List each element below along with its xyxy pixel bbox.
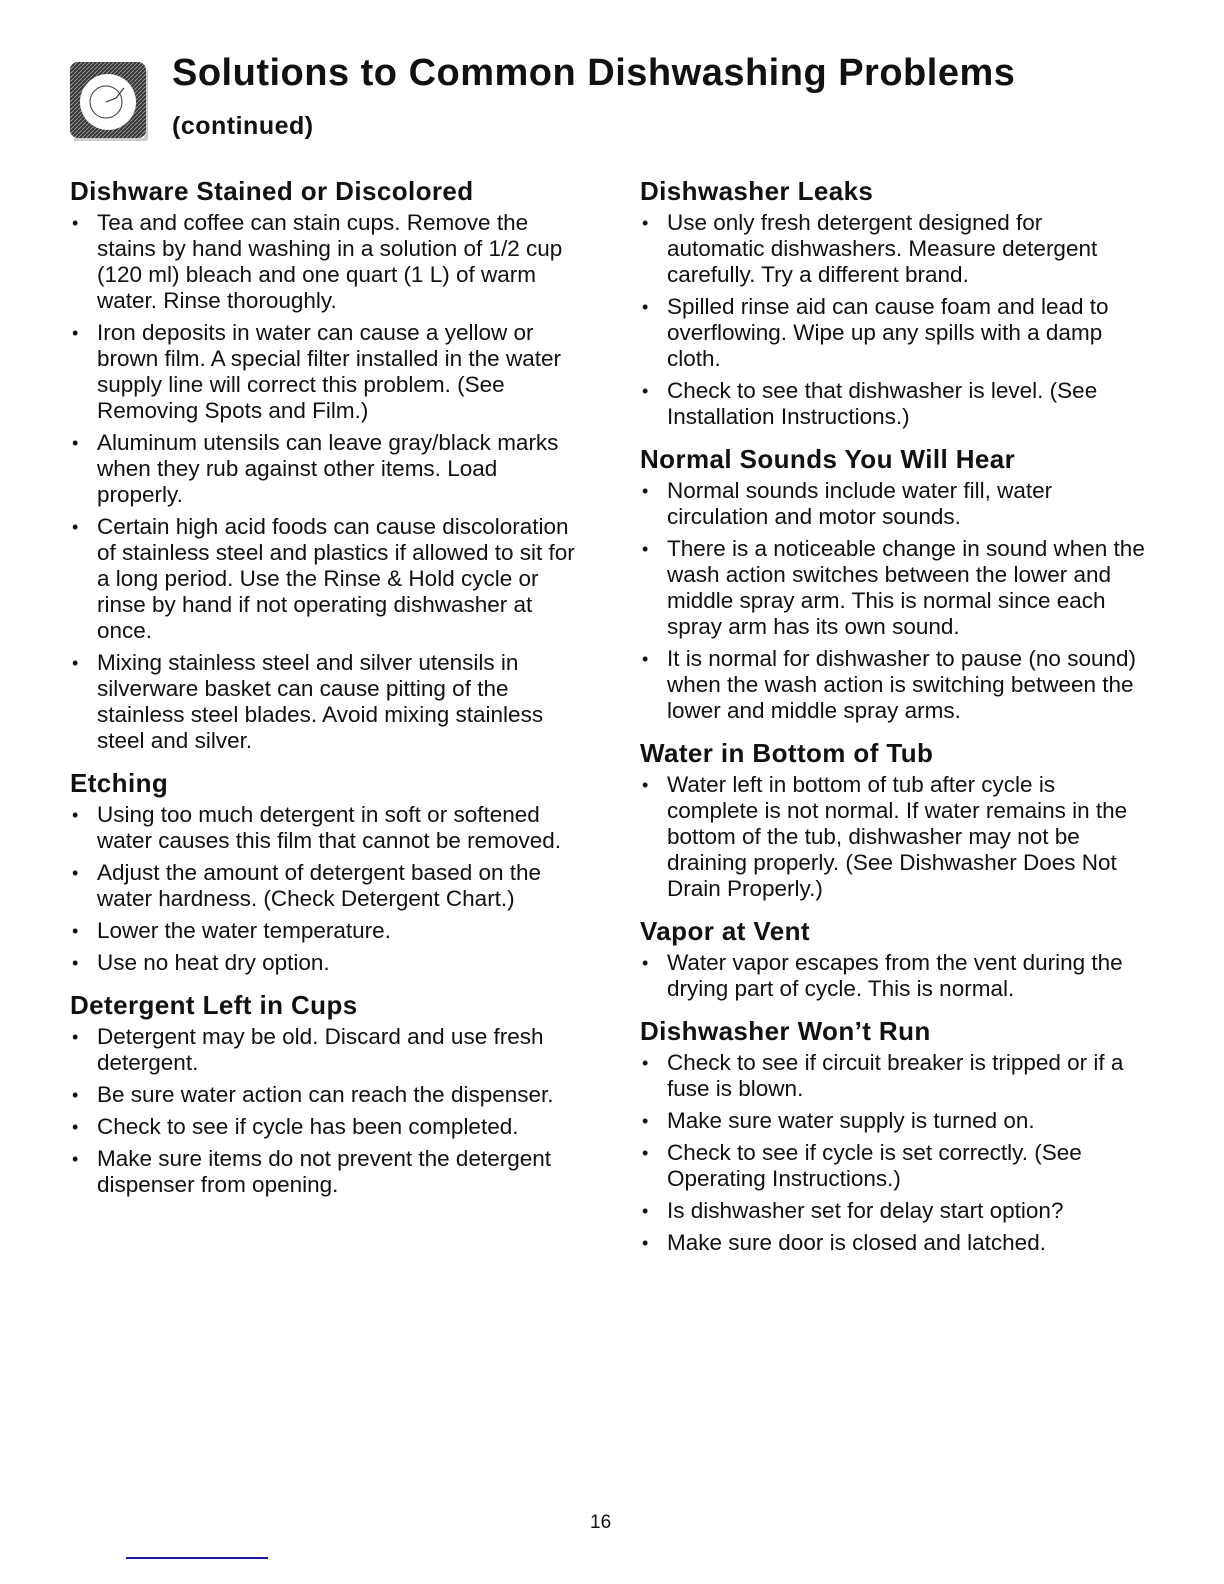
dishwasher-section-icon — [70, 62, 150, 142]
bullet-list — [640, 478, 1145, 724]
troubleshooting-section — [70, 990, 575, 1198]
section-heading: Etching — [70, 768, 169, 798]
bullet-list — [640, 950, 1145, 1002]
bullet-item: • Iron deposits in water can cause a yellow or brown film. A special filter installed in the water supply line will correct this problem. (See Removing Spots and Film.) — [70, 320, 575, 424]
bullet-list — [640, 772, 1145, 902]
page-number: 16 — [590, 1512, 612, 1533]
bullet-item: • It is normal for dishwasher to pause (no sound) when the wash action is switching between the lower and middle spray arms. — [640, 646, 1145, 724]
bullet-item: • Water left in bottom of tub after cycle is complete is not normal. If water remains in the bottom of the tub, dishwasher may not be draining properly. (See Dishwasher Does Not Drain Properly.) — [640, 772, 1145, 902]
footer-rule — [126, 1557, 268, 1559]
bullet-item: • Make sure items do not prevent the detergent dispenser from opening. — [70, 1146, 575, 1198]
troubleshooting-section — [640, 916, 1145, 1002]
bullet-item: • Detergent may be old. Discard and use fresh detergent. — [70, 1024, 575, 1076]
bullet-item: • There is a noticeable change in sound when the wash action switches between the lower and middle spray arm. This is normal since each spray arm has its own sound. — [640, 536, 1145, 640]
bullet-item: • Is dishwasher set for delay start option? — [640, 1198, 1145, 1224]
bullet-item: • Check to see that dishwasher is level. (See Installation Instructions.) — [640, 378, 1145, 430]
bullet-item: • Check to see if cycle has been completed. — [70, 1114, 575, 1140]
bullet-list — [640, 210, 1145, 430]
troubleshooting-section — [640, 176, 1145, 430]
troubleshooting-section — [70, 768, 575, 976]
bullet-item: • Water vapor escapes from the vent during the drying part of cycle. This is normal. — [640, 950, 1145, 1002]
bullet-item: • Use only fresh detergent designed for automatic dishwashers. Measure detergent carefully. Try a different brand. — [640, 210, 1145, 288]
bullet-item: • Spilled rinse aid can cause foam and lead to overflowing. Wipe up any spills with a damp cloth. — [640, 294, 1145, 372]
section-heading: Dishwasher Leaks — [640, 176, 874, 206]
bullet-item: • Use no heat dry option. — [70, 950, 575, 976]
bullet-item: • Mixing stainless steel and silver utensils in silverware basket can cause pitting of the stainless steel blades. Avoid mixing stainless steel and silver. — [70, 650, 575, 754]
bullet-list — [640, 1050, 1145, 1256]
bullet-item: • Using too much detergent in soft or softened water causes this film that cannot be removed. — [70, 802, 575, 854]
bullet-list — [70, 1024, 575, 1198]
bullet-item: • Adjust the amount of detergent based on the water hardness. (Check Detergent Chart.) — [70, 860, 575, 912]
bullet-item: • Make sure water supply is turned on. — [640, 1108, 1145, 1134]
bullet-list — [70, 802, 575, 976]
troubleshooting-section — [70, 176, 575, 754]
left-column — [70, 176, 575, 1212]
bullet-item: • Check to see if cycle is set correctly. (See Operating Instructions.) — [640, 1140, 1145, 1192]
bullet-item: • Check to see if circuit breaker is tripped or if a fuse is blown. — [640, 1050, 1145, 1102]
troubleshooting-section — [640, 444, 1145, 724]
troubleshooting-section — [640, 738, 1145, 902]
section-heading: Dishwasher Won’t Run — [640, 1016, 931, 1046]
bullet-item: • Tea and coffee can stain cups. Remove the stains by hand washing in a solution of 1/2 cup (120 ml) bleach and one quart (1 L) of warm water. Rinse thoroughly. — [70, 210, 575, 314]
right-column — [640, 176, 1145, 1270]
section-heading: Water in Bottom of Tub — [640, 738, 934, 768]
bullet-item: • Lower the water temperature. — [70, 918, 575, 944]
section-heading: Normal Sounds You Will Hear — [640, 444, 1016, 474]
bullet-item: • Make sure door is closed and latched. — [640, 1230, 1145, 1256]
section-heading: Detergent Left in Cups — [70, 990, 358, 1020]
section-heading: Vapor at Vent — [640, 916, 810, 946]
bullet-item: • Certain high acid foods can cause discoloration of stainless steel and plastics if allowed to sit for a long period. Use the Rinse & Hold cycle or rinse by hand if not operating dishwasher at once. — [70, 514, 575, 644]
page-title: Solutions to Common Dishwashing Problems — [172, 52, 1016, 94]
bullet-list — [70, 210, 575, 754]
bullet-item: • Aluminum utensils can leave gray/black marks when they rub against other items. Load properly. — [70, 430, 575, 508]
bullet-item: • Normal sounds include water fill, water circulation and motor sounds. — [640, 478, 1145, 530]
troubleshooting-section — [640, 1016, 1145, 1256]
page-subtitle: (continued) — [172, 112, 314, 140]
section-heading: Dishware Stained or Discolored — [70, 176, 474, 206]
bullet-item: • Be sure water action can reach the dispenser. — [70, 1082, 575, 1108]
